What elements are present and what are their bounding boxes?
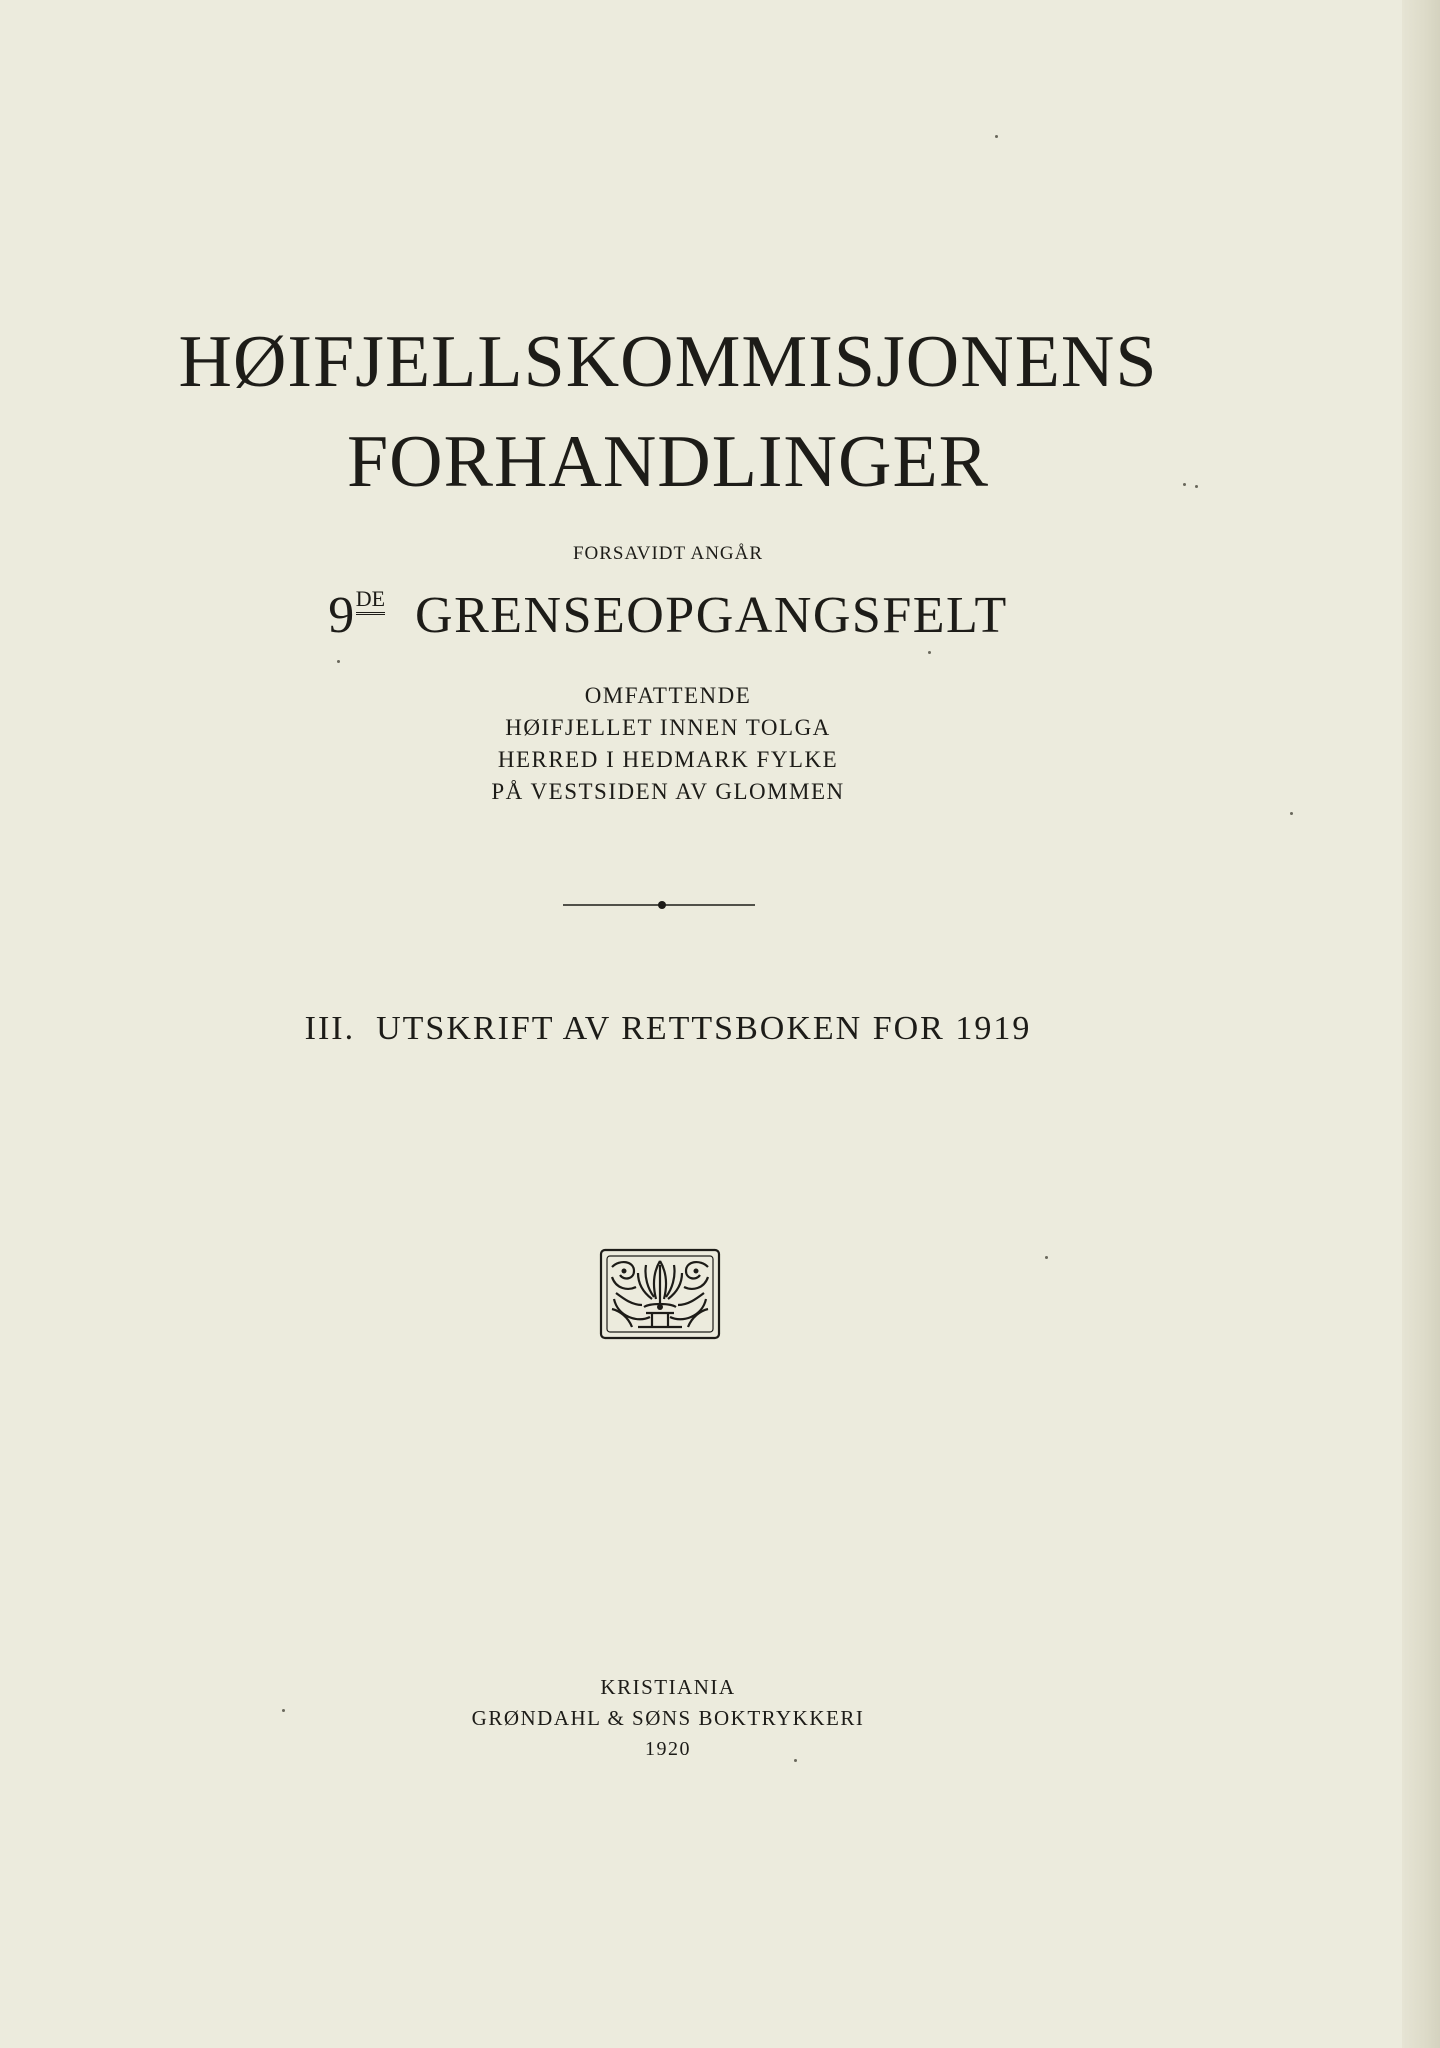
- imprint-printer: GRØNDAHL & SØNS BOKTRYKKERI: [471, 1706, 865, 1730]
- subtitle-number: 9: [328, 587, 356, 644]
- divider-rule: [563, 899, 755, 911]
- scope-line-2: HERRED I HEDMARK FYLKE: [497, 747, 839, 772]
- scan-speck: [995, 135, 998, 138]
- scan-speck: [1045, 1256, 1048, 1259]
- scope-intro: OMFATTENDE: [584, 683, 752, 708]
- part-title: [0, 1008, 1336, 1050]
- scan-speck: [794, 1759, 797, 1762]
- scan-speck: [928, 651, 931, 654]
- part-text: UTSKRIFT AV RETTSBOKEN FOR 1919: [376, 1010, 1032, 1047]
- scan-speck: [1290, 812, 1293, 815]
- main-title-line-2: FORHANDLINGER: [347, 421, 989, 503]
- imprint-city: KRISTIANIA: [600, 1675, 736, 1699]
- imprint-year: 1920: [645, 1738, 691, 1760]
- subtitle-superscript: DE: [356, 586, 385, 615]
- scope-line-1: HØIFJELLET INNEN TOLGA: [505, 715, 831, 740]
- scan-speck: [1183, 483, 1186, 486]
- subtitle: [0, 586, 1336, 646]
- scan-speck: [1195, 485, 1198, 488]
- scope-line-3: PÅ VESTSIDEN AV GLOMMEN: [491, 779, 845, 804]
- subtitle-text: GRENSEOPGANGSFELT: [415, 587, 1008, 644]
- main-title-line-1: HØIFJELLSKOMMISJONENS: [178, 321, 1158, 403]
- scan-speck: [282, 1709, 285, 1712]
- subtitle-intro: FORSAVIDT ANGÅR: [572, 543, 764, 564]
- scan-speck: [337, 660, 340, 663]
- printers-ornament-icon: [598, 1247, 722, 1341]
- part-numeral: III.: [304, 1010, 356, 1047]
